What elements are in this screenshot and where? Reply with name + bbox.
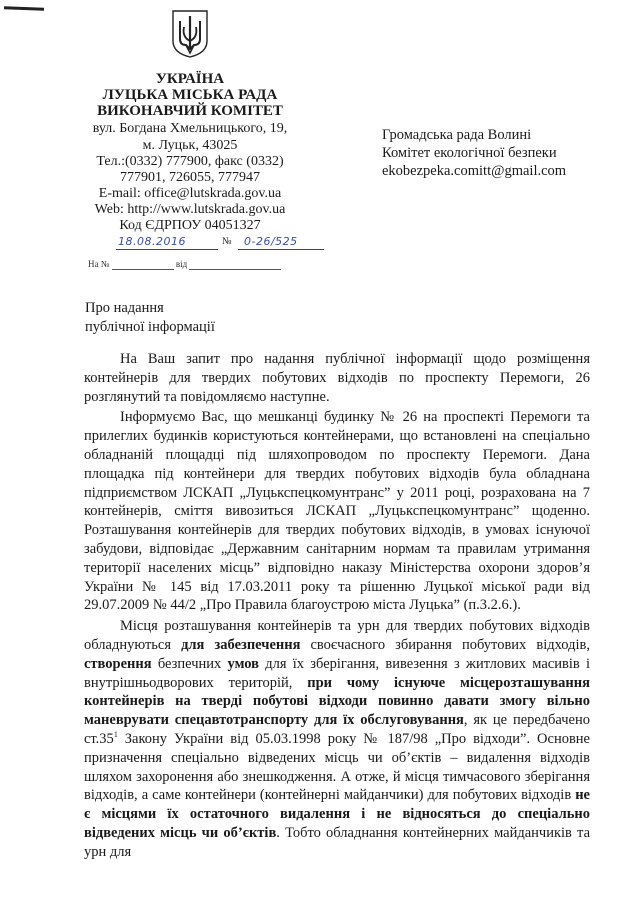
number-sign: №: [222, 236, 232, 247]
paragraph-request: На Ваш запит про надання публічної інформації щодо розміщення контейнерів для твердих побутових відходів по проспекту Перемоги, 26 розглянутий та повідомляємо наступне.: [84, 351, 590, 405]
p3-text-6: Закону України від 05.03.1998 року № 187/98 „Про відходи”. Основне призначення спеціально відведених місць чи об’єктів – видалення відходів шляхом захоронення або знешкодження. А отже, й місця тимчасового зберігання відходів, а саме контейнери (контейнерні майданчики) для побутових відходів: [84, 730, 590, 804]
paragraph-information: Інформуємо Вас, що мешканці будинку № 26 на проспекті Перемоги та прилеглих будинків користуються контейнерами, що встановлені на спеціально обладнаній площадці під шляхопроводом по проспекту Перемоги. Дана площадка під контейнери для твердих побутових відходів була обладнана підприємством ЛСКАП „Луцькспецкомунтранс” у 2011 році, розрахована на 7 контейнерів, сміття вивозиться ЛСКАП „Луцькспецкомунтранс” щоденно. Розташування контейнерів для твердих побутових відходів, в умовах існуючої забудови, відповідає „Державним санітарним нормам та правилам утримання території населених місць” відповідно наказу Міністерства охорони здоров’я України № 145 від 17.03.2011 року та рішенню Луцької міської ради від 29.07.2009 № 44/2 „Про Правила благоустрою міста Луцька” (п.3.2.6.).: [84, 409, 590, 614]
p3-bold-2: створення: [84, 655, 152, 672]
outgoing-date: 18.08.2016: [116, 234, 218, 250]
address-email: E-mail: office@lutskrada.gov.ua: [98, 186, 282, 201]
address-edrpou: Код ЄДРПОУ 04051327: [119, 218, 261, 233]
p3-text-7: . Тобто обладнання контейнерних майданчиків та урн для: [84, 824, 591, 860]
recipient-committee: Комітет екологічної безпеки: [382, 145, 557, 161]
council-name: ЛУЦЬКА МІСЬКА РАДА: [102, 87, 278, 103]
p3-text-5: , як це передбачено ст.35: [84, 712, 590, 747]
p3-bold-1: для забезпечення: [181, 636, 301, 653]
subject-block: [85, 299, 335, 336]
p3-superscript: 1: [113, 730, 118, 740]
outgoing-registration: [88, 234, 298, 250]
country-name: УКРАЇНА: [155, 71, 225, 87]
address-city: м. Луцьк, 43025: [142, 138, 238, 153]
subject-line-1: Про надання: [85, 300, 164, 316]
p3-bold-3: умов: [227, 655, 259, 672]
trident-coat-of-arms-icon: [171, 9, 209, 59]
address-phone-extra: 777901, 726055, 777947: [120, 170, 260, 185]
reference-number-blank: [112, 260, 174, 270]
p3-bold-4: при чому існуюче місцерозташування контейнерів на тверді побутові відходи повинно давати змогу вільно маневрувати спецавтотранспорту для їх обслуговування: [84, 674, 590, 729]
subject-line-2: публічної інформації: [85, 318, 215, 335]
p3-text-4: для їх зберігання, вивезення з житлових масивів і внутрішньодворових територій,: [84, 655, 590, 691]
reference-label: На №: [88, 259, 110, 269]
recipient-block: [382, 126, 632, 180]
recipient-email: ekobezpeka.comitt@gmail.com: [382, 163, 567, 179]
address-phone: Тел.:(0332) 777900, факс (0332): [96, 154, 284, 169]
reference-row: [88, 258, 308, 271]
letter-body: [84, 350, 590, 862]
p3-text-3: безпечних: [151, 655, 228, 672]
address-street: вул. Богдана Хмельницького, 19,: [92, 121, 288, 136]
reference-from-label: від: [175, 259, 188, 269]
p3-bold-5: не є місцями їх остаточного видалення і не відносяться до спеціально відведених місць чи об’єктів: [84, 787, 590, 841]
address-web: Web: http://www.lutskrada.gov.ua: [94, 202, 286, 217]
committee-name: ВИКОНАВЧИЙ КОМІТЕТ: [97, 103, 283, 119]
outgoing-number: 0-26/525: [238, 234, 324, 250]
recipient-org: Громадська рада Волині: [382, 127, 532, 143]
p3-text-2: своєчасного збирання побутових відходів,: [300, 636, 591, 653]
p3-text-1: Місця розташування контейнерів та урн для твердих побутових відходів обладнуються: [84, 618, 590, 653]
scan-edge-mark: [4, 6, 44, 10]
reference-date-blank: [189, 260, 281, 270]
paragraph-legal-basis: [84, 617, 590, 861]
